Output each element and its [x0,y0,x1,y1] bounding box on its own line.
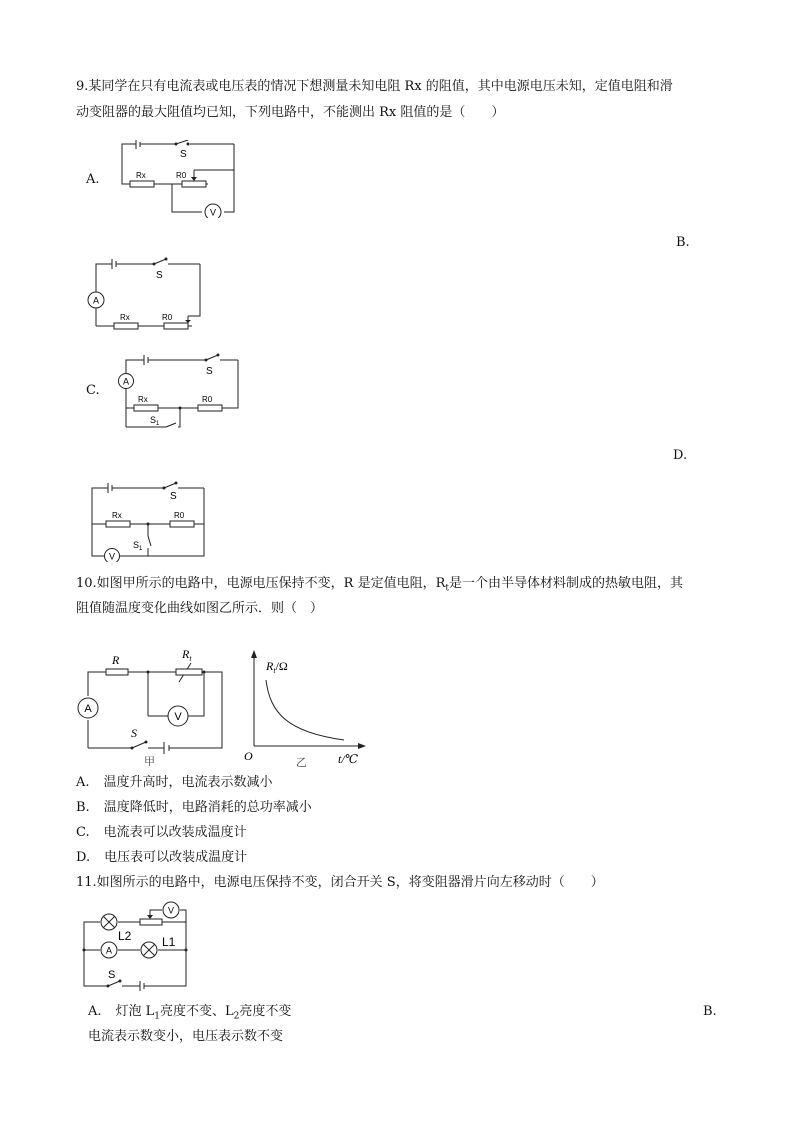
r-resistor [106,669,128,675]
q10-line2: 阻值随温度变化曲线如图乙所示．则（ ） [76,601,324,616]
graph-y-label: $R_t/\Omega$ [266,659,288,675]
q9-line2: 动变阻器的最大阻值均已知，下列电路中，不能测出 Rx 阻值的是（ ） [76,105,505,120]
q10-figure-jia [76,644,230,766]
ammeter-label: A [84,703,92,715]
rx-resistor [134,405,158,411]
ammeter-label: A [105,945,113,956]
rt-temperature-curve [266,680,344,740]
rx-resistor [114,323,138,329]
q10-option-a: A. 温度升高时，电流表示数减小 [76,775,273,790]
r0-label: R0 [162,313,173,322]
rt-label: $R_t$ [182,647,192,663]
voltmeter-label: V [174,711,182,723]
switch-label: S [156,270,163,281]
q10-option-c: C. 电流表可以改装成温度计 [76,825,247,840]
voltmeter-label: V [108,551,116,562]
figure-yi-caption: 乙 [296,757,307,768]
switch-label: S [180,149,187,160]
rx-label: Rx [136,171,146,180]
r0-rheostat [164,323,188,329]
q11-circuit [78,898,194,994]
r-label: R [112,653,120,667]
switch-label: S [170,491,177,502]
slider-arrow-icon [147,915,153,919]
switch-label: S [108,969,116,981]
rx-label: Rx [138,395,148,404]
s1-label: $S_1$ [150,415,160,427]
figure-jia-caption: 甲 [144,756,155,766]
s1-label: $S_1$ [133,540,143,552]
q9-option-a-label: A. [86,172,100,187]
ammeter-label: A [92,295,100,306]
q11-option-b-text: 电流表示数变小，电压表示数不变 [88,1029,284,1044]
q9-option-c-label: C. [86,383,100,398]
q11-option-b-label: B. [703,1004,717,1019]
q11-line1: 11.如图所示的电路中，电源电压保持不变，闭合开关 S，将变阻器滑片向左移动时（ ） [76,875,604,890]
switch-label: S [206,366,213,377]
q9-option-d-label: D. [673,448,688,463]
q10-line1: 10.如图甲所示的电路中，电源电压保持不变，R 是定值电阻，$R_t$是一个由半导体材料制成的热敏电阻，其 [76,576,684,594]
r0-label: R0 [202,395,213,404]
y-axis-arrow-icon [251,650,257,658]
rx-resistor [106,521,130,527]
rheostat [140,919,162,925]
l2-label: L2 [118,929,132,943]
slider-arrow-icon [191,177,197,181]
q9-circuit-d [84,476,212,562]
q9-line1: 9.某同学在只有电流表或电压表的情况下想测量未知电阻 Rx 的阻值，其中电源电压未知，定值电阻和滑 [76,79,673,94]
q9-option-b-label: B. [676,235,690,250]
q9-circuit-c [114,348,242,430]
q11-option-a: A. 灯泡 $L_1$亮度不变、$L_2$亮度不变 [88,1004,292,1022]
r0-resistor [170,521,194,527]
switch-label: S [131,726,137,740]
l1-label: L1 [162,935,176,949]
q10-option-b: B. 温度降低时，电路消耗的总功率减小 [76,800,312,815]
r0-label: R0 [174,511,185,520]
voltmeter-label: V [209,207,217,218]
ammeter-label: A [122,376,130,387]
q10-figure-yi-graph [240,650,366,768]
q10-option-d: D. 电压表可以改装成温度计 [76,850,248,865]
rx-label: Rx [120,313,130,322]
rx-resistor [130,181,154,187]
x-axis-arrow-icon [358,743,366,749]
q9-circuit-b [84,256,208,332]
r0-label: R0 [176,171,187,180]
rx-label: Rx [112,511,122,520]
rt-thermistor [176,669,202,675]
voltmeter-label: V [167,905,175,916]
q9-circuit-a [118,140,242,218]
r0-resistor [198,405,222,411]
graph-origin-label: O [244,749,253,763]
r0-rheostat [182,181,206,187]
graph-x-label: t/℃ [338,752,359,766]
